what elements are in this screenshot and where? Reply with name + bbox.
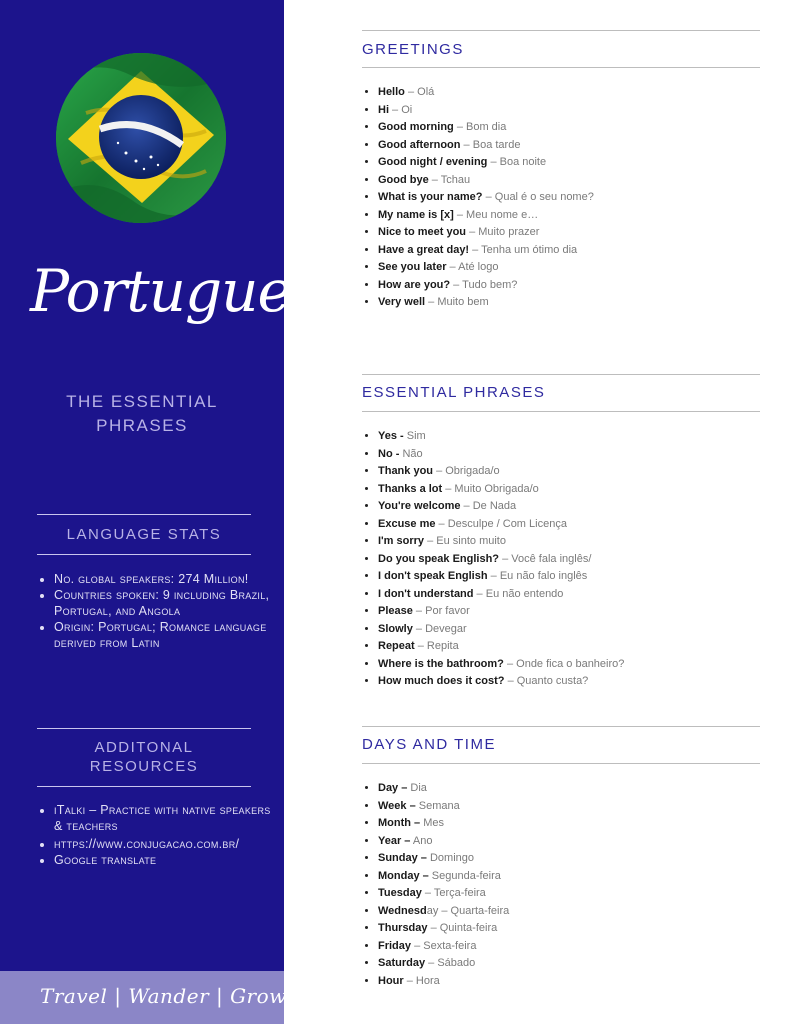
phrase-english: Week – [378, 799, 416, 812]
phrase-item [378, 481, 624, 499]
phrase-english: Good night / evening [378, 156, 488, 168]
phrase-item [378, 259, 594, 277]
phrase-english: Day – [378, 782, 408, 794]
phrase-item [378, 294, 594, 312]
phrase-portuguese: Semana [418, 799, 460, 812]
resources-list [40, 802, 272, 868]
phrase-item [378, 119, 594, 137]
phrase-portuguese: Por favor [425, 605, 470, 617]
phrase-separator: – [499, 552, 512, 565]
phrase-english: I don't speak English [378, 570, 488, 582]
page-subtitle: THE ESSENTIAL PHRASES [66, 392, 218, 435]
phrase-english: Month – [378, 817, 421, 829]
phrase-portuguese: Devegar [425, 622, 467, 635]
phrase-item [378, 446, 624, 464]
phrase-separator: – [428, 173, 441, 186]
phrase-item [378, 428, 624, 446]
phrase-separator: – [460, 138, 473, 151]
phrase-item [378, 463, 624, 481]
phrase-english: Good afternoon [378, 138, 461, 151]
phrase-english: What is your name? [378, 191, 483, 203]
phrase-item [378, 224, 594, 242]
phrase-english: Yes - [378, 430, 404, 442]
phrase-separator: – [412, 605, 426, 617]
phrase-separator: – [466, 226, 479, 238]
phrase-english: Friday [378, 939, 412, 952]
phrase-item [378, 903, 509, 921]
phrase-separator: – [414, 640, 427, 652]
phrase-portuguese: Eu não falo inglês [499, 570, 588, 582]
phrase-english: Repeat [378, 640, 415, 652]
phrase-item [378, 798, 509, 816]
phrase-portuguese: Repita [426, 640, 459, 652]
stats-heading: LANGUAGE STATS [66, 526, 222, 543]
resource-google-translate-link[interactable]: • Google translate [54, 852, 272, 868]
phrase-portuguese: Quanto custa? [516, 675, 589, 687]
phrase-item [378, 920, 509, 938]
phrase-english: Sunday – [378, 852, 427, 864]
phrase-portuguese: Bom dia [466, 121, 507, 133]
phrase-portuguese: Tenha um ótimo dia [481, 243, 578, 256]
phrase-portuguese: Domingo [429, 852, 474, 864]
phrase-separator: – [453, 121, 466, 133]
phrase-portuguese: Até logo [458, 261, 499, 273]
phrase-english: Where is the bathroom? [378, 657, 504, 670]
phrase-english: No - [378, 447, 400, 460]
phrase-separator: – [412, 622, 426, 635]
list-item: • Countries spoken: 9 including Brazil, Portugal, and Angola [54, 587, 272, 619]
phrase-english: I'm sorry [378, 535, 425, 547]
phrase-item [378, 533, 624, 551]
phrase-english: Wednesd [378, 904, 427, 917]
phrase-separator: – [460, 500, 473, 512]
phrase-item [378, 277, 594, 295]
phrase-item [378, 638, 624, 656]
phrase-portuguese: Segunda-feira [431, 869, 501, 882]
phrase-separator: – [487, 156, 500, 168]
brazil-flag-icon [56, 53, 226, 223]
phrase-item [378, 551, 624, 569]
phrase-portuguese: Oi [401, 103, 413, 116]
phrase-english: Hi [378, 103, 389, 116]
phrase-item [378, 973, 509, 991]
phrases-list [364, 428, 624, 691]
phrase-separator: – [473, 587, 486, 600]
divider [362, 30, 760, 31]
greetings-list [364, 84, 594, 312]
days-heading: DAYS AND TIME [362, 736, 496, 753]
phrase-portuguese: Boa tarde [472, 138, 521, 151]
phrase-item [378, 938, 509, 956]
phrase-portuguese: Desculpe / Com Licença [447, 517, 567, 530]
phrase-item [378, 172, 594, 190]
phrase-item [378, 102, 594, 120]
phrase-item [378, 955, 509, 973]
phrase-item [378, 868, 509, 886]
phrase-item [378, 137, 594, 155]
phrase-item [378, 815, 509, 833]
phrase-portuguese: Não [402, 447, 423, 460]
phrase-item [378, 242, 594, 260]
list-item: • No. global speakers: 274 Million! [54, 571, 272, 587]
phrase-separator: – [389, 103, 402, 116]
list-item: • Origin: Portugal; Romance language derived from Latin [54, 619, 272, 651]
greetings-heading: GREETINGS [362, 41, 464, 58]
phrase-item [378, 84, 594, 102]
phrase-portuguese: Quinta-feira [439, 922, 498, 934]
phrase-english: Saturday [378, 957, 426, 969]
phrase-item [378, 207, 594, 225]
phrase-separator: – [403, 974, 416, 987]
phrase-separator: – [446, 261, 459, 273]
phrase-english: Good bye [378, 173, 429, 186]
phrase-item [378, 498, 624, 516]
divider [362, 374, 760, 375]
phrase-portuguese: Sábado [437, 957, 476, 969]
phrase-portuguese: Hora [415, 974, 440, 987]
phrase-portuguese: Obrigada/o [445, 465, 500, 477]
phrase-portuguese: Você fala inglês/ [511, 552, 592, 565]
phrase-separator: – [424, 535, 437, 547]
phrase-portuguese: Onde fica o banheiro? [516, 657, 625, 670]
phrase-portuguese: Eu não entendo [485, 587, 564, 600]
divider [362, 763, 760, 764]
phrase-portuguese: Ano [412, 834, 433, 847]
phrase-item [378, 885, 509, 903]
phrase-english: Hello [378, 86, 405, 98]
phrase-portuguese: Qual é o seu nome? [494, 191, 594, 203]
phrase-separator: – [427, 922, 440, 934]
phrase-portuguese: Sim [406, 430, 426, 442]
phrase-english: My name is [x] [378, 208, 454, 221]
phrase-separator: – [425, 957, 438, 969]
phrase-english: Year – [378, 834, 411, 847]
phrase-portuguese: Terça-feira [433, 887, 486, 899]
footer-tagline: Travel | Wander | Grow [40, 984, 287, 1008]
phrase-item [378, 154, 594, 172]
phrase-english: You're welcome [378, 500, 461, 512]
phrase-separator: – [504, 675, 517, 687]
phrase-english: Very well [378, 296, 426, 308]
phrase-separator: – [482, 191, 495, 203]
phrase-separator: – [450, 278, 463, 291]
phrase-separator: – [469, 243, 482, 256]
phrase-english: Please [378, 605, 413, 617]
phrase-english: How much does it cost? [378, 675, 505, 687]
divider [362, 67, 760, 68]
phrase-english: Slowly [378, 622, 413, 635]
divider [37, 728, 251, 729]
phrase-item [378, 850, 509, 868]
phrase-item [378, 586, 624, 604]
divider [37, 514, 251, 515]
phrase-item [378, 568, 624, 586]
phrase-portuguese: Eu sinto muito [436, 535, 506, 547]
phrase-separator: – [411, 939, 424, 952]
phrase-portuguese: Muito Obrigada/o [454, 482, 539, 495]
phrase-separator: – [487, 570, 500, 582]
phrase-portuguese: Boa noite [499, 156, 547, 168]
phrase-separator: – [442, 482, 455, 495]
phrase-portuguese: Muito prazer [478, 226, 540, 238]
phrase-item [378, 656, 624, 674]
phrase-portuguese: Muito bem [437, 296, 489, 308]
phrase-english: Thank you [378, 465, 434, 477]
phrase-portuguese: Dia [410, 782, 427, 794]
phrase-separator: – [433, 465, 446, 477]
phrase-english: Thursday [378, 922, 428, 934]
phrase-separator: – [453, 208, 467, 221]
phrase-portuguese: Meu nome e… [466, 208, 539, 221]
phrase-english: See you later [378, 261, 447, 273]
stats-list [40, 571, 272, 651]
phrase-english: Nice to meet you [378, 226, 467, 238]
phrase-item [378, 780, 509, 798]
sidebar [0, 0, 353, 1024]
phrase-separator: – [503, 657, 517, 670]
phrase-english: Monday – [378, 869, 429, 882]
divider [37, 786, 251, 787]
phrase-item [378, 673, 624, 691]
resource-italki-link[interactable]: • iTalki – Practice with native speakers & teachers [54, 802, 272, 834]
phrase-english: Do you speak English? [378, 552, 500, 565]
phrase-separator: – [425, 296, 438, 308]
divider [362, 726, 760, 727]
divider [37, 554, 251, 555]
phrase-item [378, 189, 594, 207]
phrase-separator: – [404, 86, 418, 98]
phrase-portuguese: Sexta-feira [423, 939, 477, 952]
phrase-item [378, 603, 624, 621]
phrase-portuguese: ay – Quarta-feira [426, 904, 510, 917]
phrase-english: Tuesday [378, 887, 422, 899]
resource-conjugacao-link[interactable]: • https://www.conjugacao.com.br/ [54, 836, 272, 852]
phrase-portuguese: Tchau [440, 173, 471, 186]
resources-heading: ADDITONAL RESOURCES [89, 739, 199, 775]
phrase-english: Good morning [378, 121, 454, 133]
page-title: Portuguese [30, 257, 353, 325]
phrase-english: I don't understand [378, 587, 474, 600]
phrase-item [378, 516, 624, 534]
phrase-english: Hour [378, 974, 404, 987]
phrase-english: Have a great day! [378, 243, 470, 256]
divider [362, 411, 760, 412]
phrase-portuguese: Tudo bem? [462, 278, 518, 291]
phrases-heading: ESSENTIAL PHRASES [362, 384, 546, 401]
phrase-separator: – [421, 887, 434, 899]
phrase-portuguese: Mes [423, 817, 445, 829]
phrase-english: Thanks a lot [378, 482, 443, 495]
phrase-english: How are you? [378, 278, 451, 291]
phrase-item [378, 621, 624, 639]
phrase-portuguese: Olá [417, 86, 435, 98]
days-list [364, 780, 509, 990]
phrase-item [378, 833, 509, 851]
phrase-english: Excuse me [378, 517, 436, 530]
phrase-portuguese: De Nada [472, 500, 517, 512]
phrase-separator: – [435, 517, 448, 530]
